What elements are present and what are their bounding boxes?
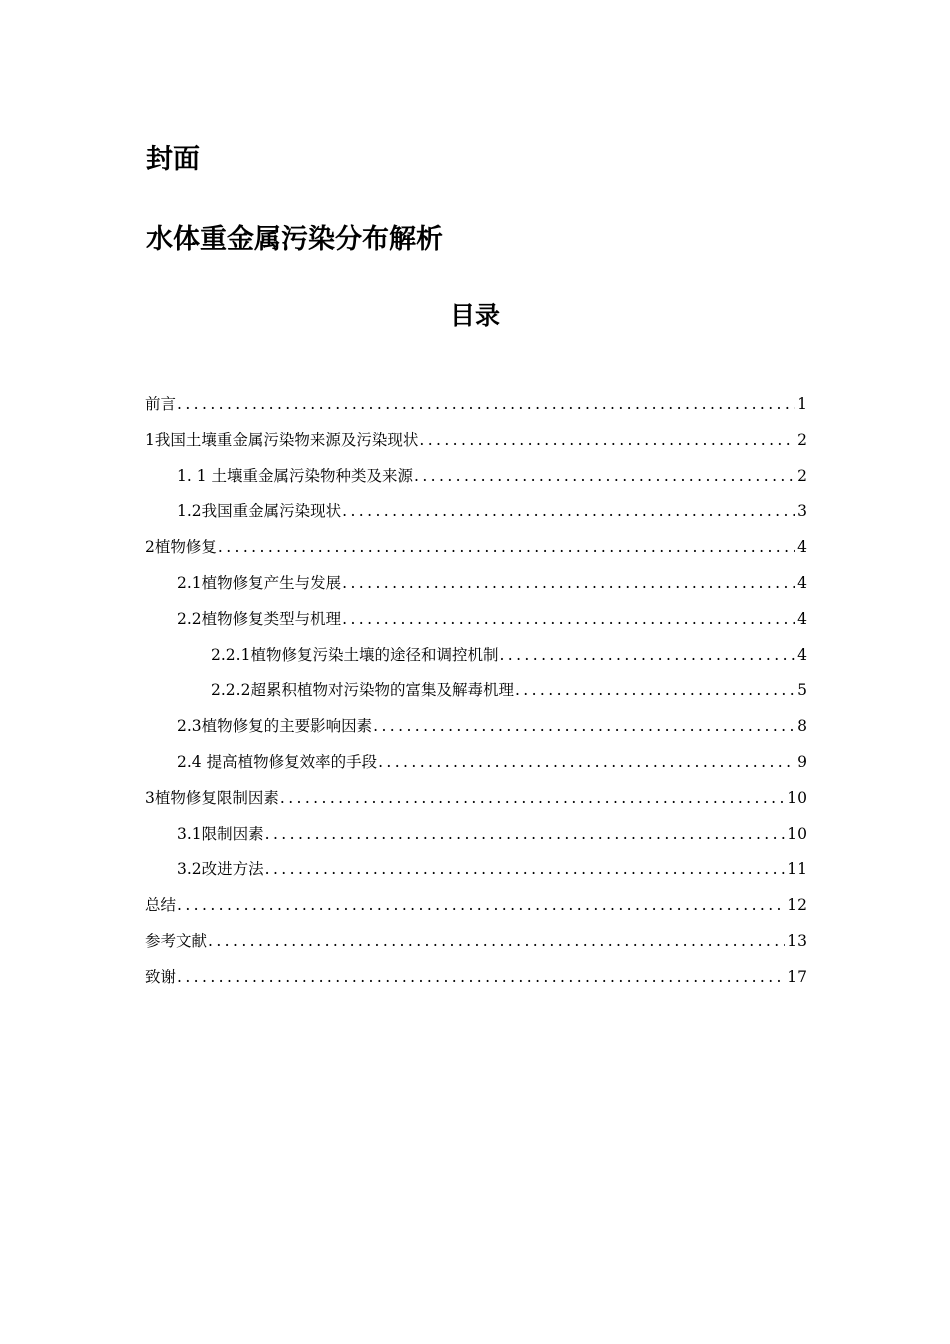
toc-entry-text: 1.2我国重金属污染现状 (177, 502, 342, 521)
toc-entry-page: 4 (797, 538, 807, 557)
toc-entry-text: 参考文献 (145, 931, 208, 950)
toc-entry[interactable] (145, 494, 807, 530)
toc-entry[interactable] (145, 852, 807, 888)
toc-entry-text: 2.1植物修复产生与发展 (177, 573, 342, 592)
toc-leader-dots (177, 387, 795, 423)
toc-entry-text: 3.1限制因素 (177, 824, 264, 843)
toc-entry[interactable] (145, 817, 807, 853)
toc-leader-dots (414, 459, 795, 495)
toc-entry[interactable] (145, 602, 807, 638)
toc-entry-page: 8 (797, 717, 807, 736)
toc-entry-text: 2.4 提高植物修复效率的手段 (177, 752, 378, 771)
toc-entry[interactable] (145, 459, 807, 495)
toc-entry[interactable] (145, 423, 807, 459)
toc-entry[interactable] (145, 924, 807, 960)
toc-leader-dots (177, 960, 785, 996)
toc-entry-page: 5 (797, 681, 807, 700)
toc-leader-dots (342, 602, 795, 638)
toc-leader-dots (218, 530, 795, 566)
toc-entry-text: 2植物修复 (145, 538, 217, 557)
toc-entry-page: 11 (787, 860, 807, 879)
toc-leader-dots (373, 709, 795, 745)
toc-entry-text: 3植物修复限制因素 (145, 788, 279, 807)
toc-entry[interactable] (145, 745, 807, 781)
toc-entry-page: 2 (797, 430, 807, 449)
toc-leader-dots (419, 423, 795, 459)
toc-entry[interactable] (145, 781, 807, 817)
toc-entry-text: 1. 1 土壤重金属污染物种类及来源 (177, 466, 414, 485)
toc-entry-text: 2.2.1植物修复污染土壤的途径和调控机制 (211, 645, 499, 664)
toc-entry-page: 4 (797, 609, 807, 628)
toc-leader-dots (265, 852, 786, 888)
toc-entry-page: 2 (797, 466, 807, 485)
toc-leader-dots (208, 924, 785, 960)
toc-entry-page: 10 (787, 824, 807, 843)
toc-leader-dots (280, 781, 785, 817)
toc-leader-dots (499, 638, 795, 674)
toc-entry[interactable] (145, 673, 807, 709)
toc-entry[interactable] (145, 709, 807, 745)
toc-entry-page: 17 (787, 967, 807, 986)
toc-entry-page: 3 (797, 502, 807, 521)
toc-entry-text: 2.3植物修复的主要影响因素 (177, 717, 373, 736)
toc-entry[interactable] (145, 638, 807, 674)
toc-entry-page: 1 (797, 395, 807, 413)
cover-label: 封面 (146, 144, 200, 175)
toc-leader-dots (265, 817, 786, 853)
toc-leader-dots (342, 494, 795, 530)
toc-entry-page: 4 (797, 645, 807, 664)
toc-entry-page: 10 (787, 788, 807, 807)
toc-entry[interactable] (145, 387, 807, 423)
toc-entry-text: 总结 (145, 896, 177, 915)
toc-entry-text: 2.2.2超累积植物对污染物的富集及解毒机理 (211, 681, 514, 700)
toc-entry[interactable] (145, 888, 807, 924)
toc-entry-page: 12 (787, 896, 807, 915)
table-of-contents (145, 387, 807, 996)
toc-entry-text: 2.2植物修复类型与机理 (177, 609, 342, 628)
toc-entry-text: 前言 (145, 395, 177, 413)
document-title: 水体重金属污染分布解析 (146, 224, 443, 255)
toc-entry-text: 3.2改进方法 (177, 860, 264, 879)
toc-entry-page: 13 (787, 931, 807, 950)
toc-leader-dots (378, 745, 795, 781)
toc-entry-text: 致谢 (145, 967, 177, 986)
toc-entry-page: 4 (797, 573, 807, 592)
toc-entry[interactable] (145, 960, 807, 996)
toc-heading: 目录 (449, 301, 500, 330)
toc-leader-dots (515, 673, 795, 709)
toc-leader-dots (177, 888, 785, 924)
toc-entry-text: 1我国土壤重金属污染物来源及污染现状 (145, 430, 419, 449)
toc-entry-page: 9 (797, 752, 807, 771)
toc-entry[interactable] (145, 530, 807, 566)
toc-entry[interactable] (145, 566, 807, 602)
toc-leader-dots (342, 566, 795, 602)
